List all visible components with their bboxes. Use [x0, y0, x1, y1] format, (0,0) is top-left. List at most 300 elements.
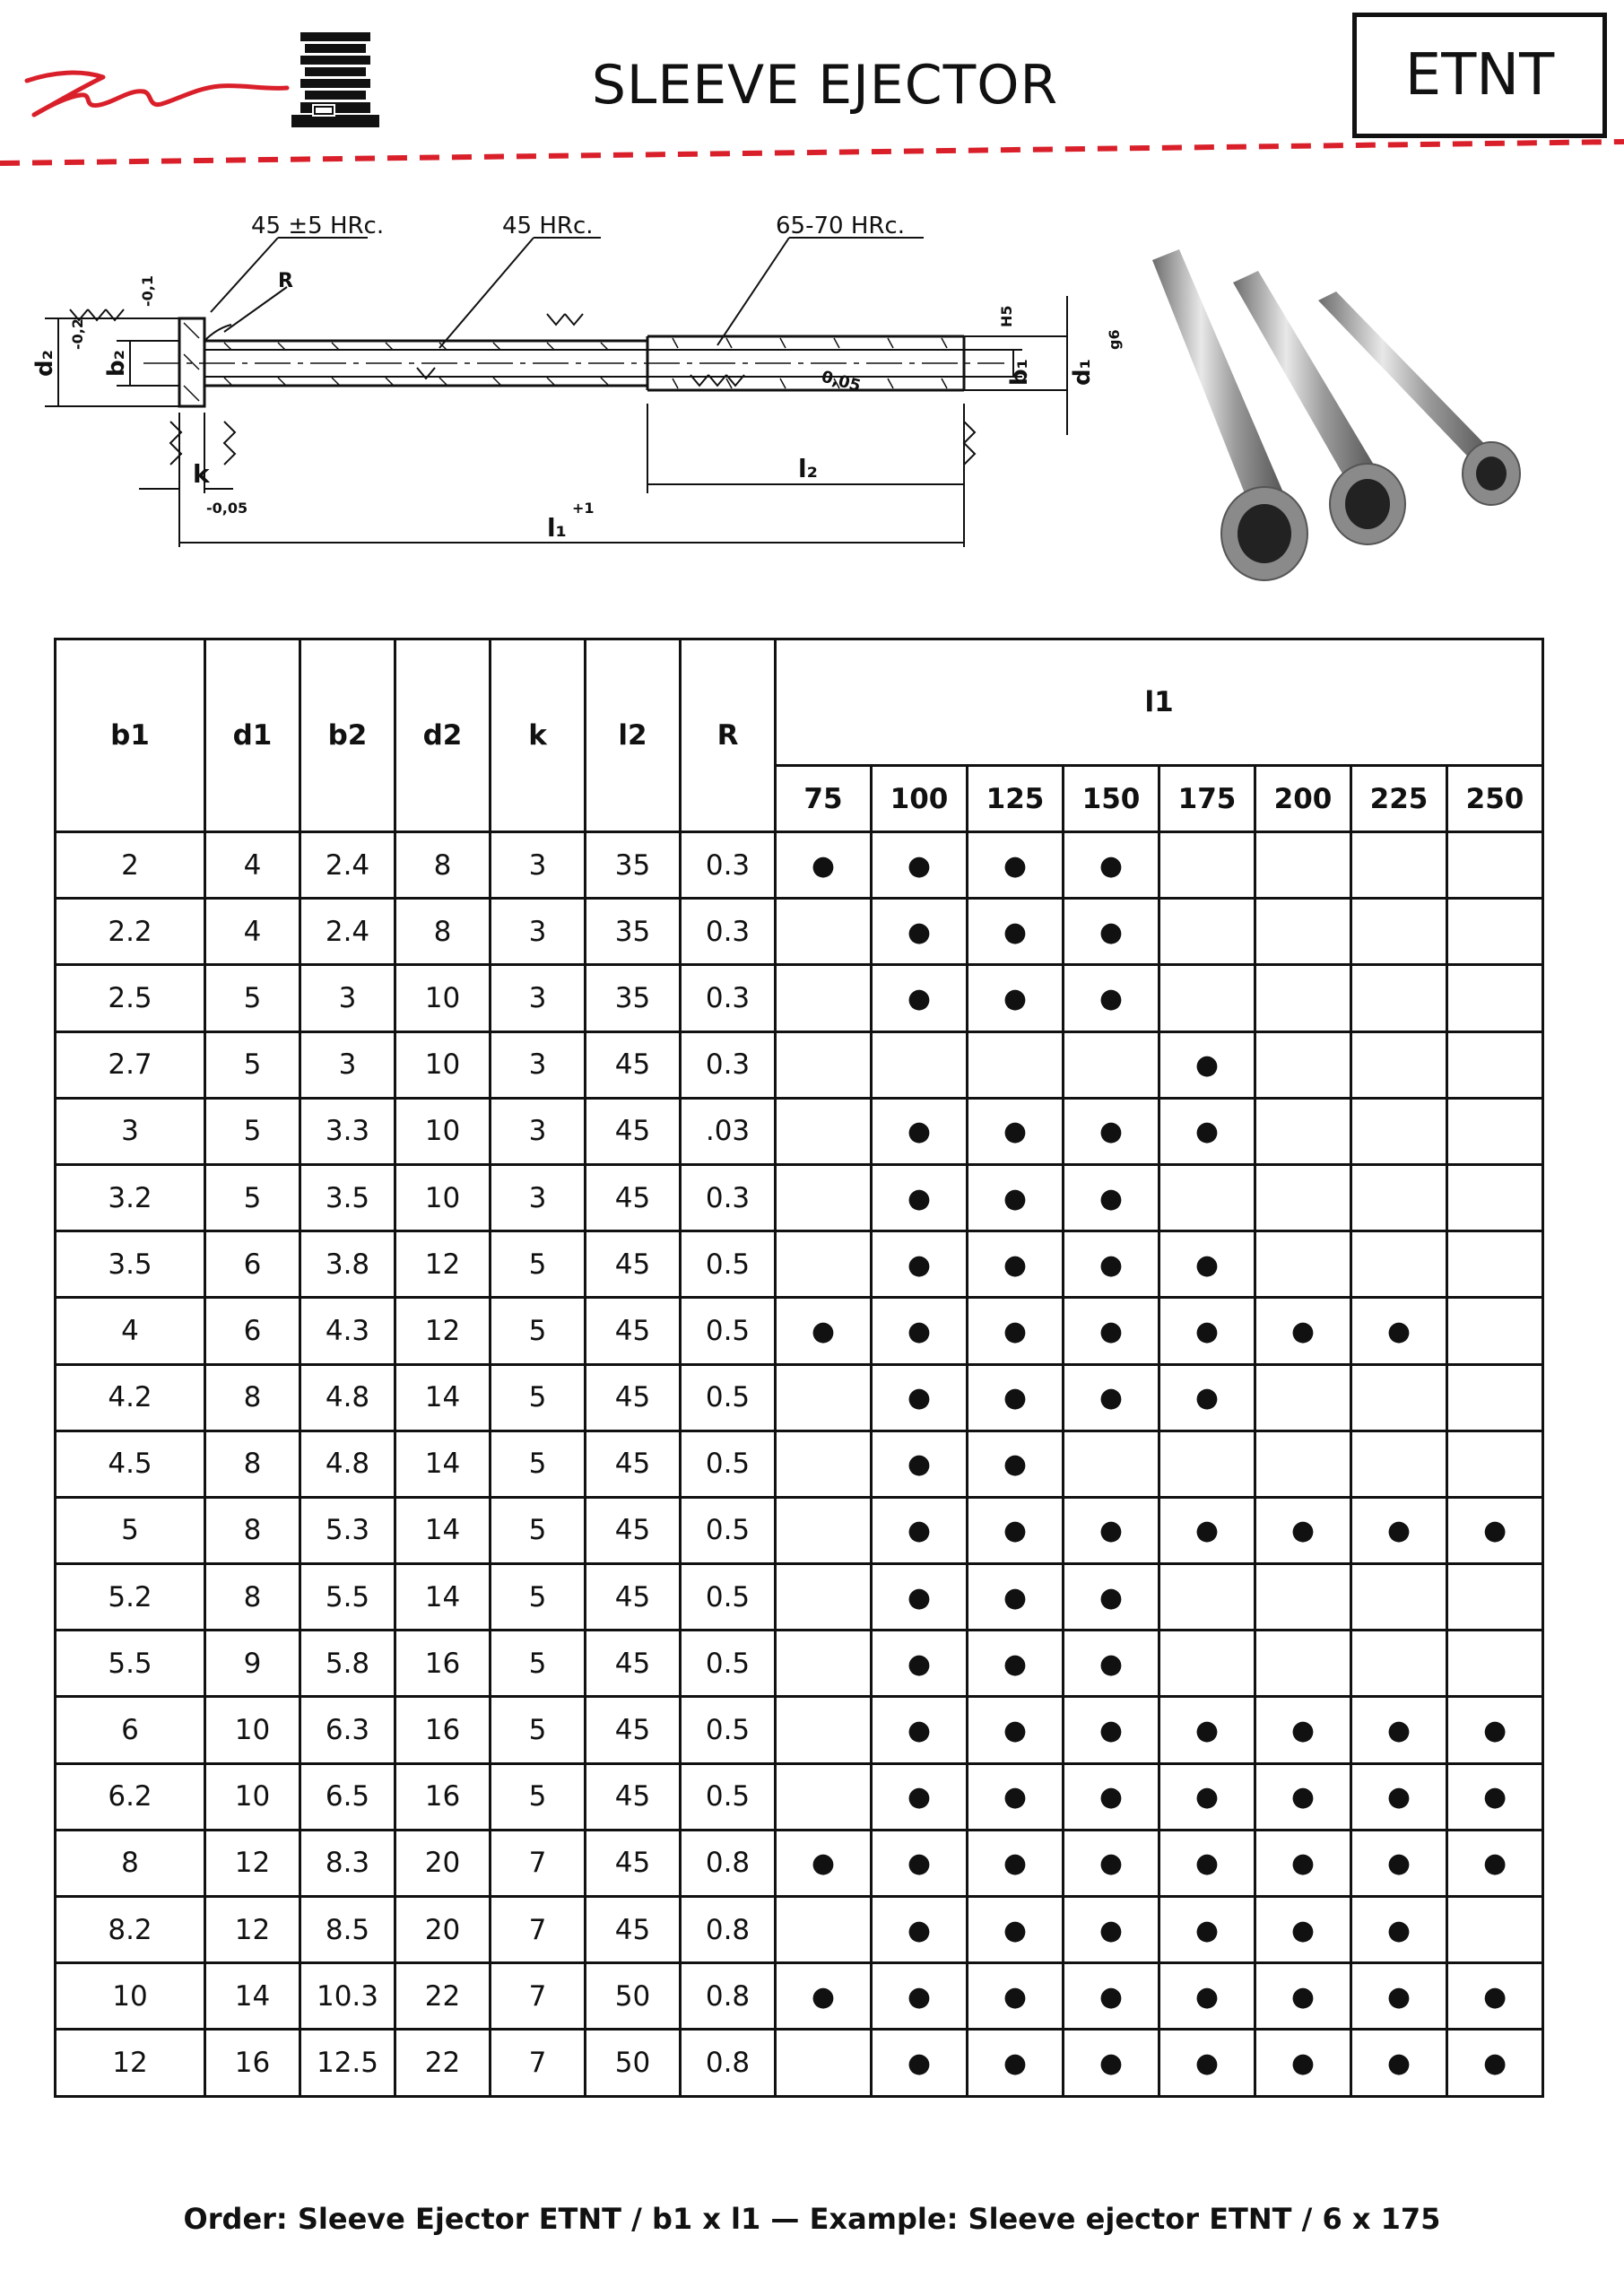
- col-header-l1: l1: [776, 639, 1543, 766]
- table-cell-b1: 6.2: [56, 1763, 205, 1830]
- availability-dot: ●: [1194, 1848, 1220, 1880]
- table-cell-r: 0.3: [681, 1164, 776, 1231]
- table-cell-b2: 12.5: [300, 2030, 395, 2096]
- availability-dot: ●: [907, 1914, 932, 1946]
- availability-dot: ●: [1194, 2047, 1220, 2079]
- availability-cell: [1447, 832, 1543, 899]
- availability-dot: ●: [907, 1182, 932, 1214]
- col-header-l1-value: 75: [776, 766, 872, 832]
- mould-icon: [291, 32, 379, 127]
- col-header-d1: d1: [205, 639, 300, 832]
- availability-dot: ●: [1003, 1116, 1028, 1148]
- availability-cell: [1255, 899, 1351, 965]
- table-cell-b1: 6: [56, 1697, 205, 1763]
- availability-cell: [1447, 1830, 1543, 1896]
- availability-cell: [776, 1364, 872, 1431]
- availability-cell: [1447, 1031, 1543, 1098]
- availability-cell: [872, 1164, 968, 1231]
- availability-dot: ●: [1003, 1315, 1028, 1347]
- table-row: [56, 965, 1543, 1031]
- table-cell-r: 0.5: [681, 1564, 776, 1631]
- availability-dot: ●: [1194, 1315, 1220, 1347]
- availability-dot: ●: [1386, 1715, 1411, 1747]
- d2-tolerance: -0,2: [69, 318, 86, 350]
- availability-dot: ●: [907, 1648, 932, 1680]
- availability-cell: [1351, 1364, 1447, 1431]
- table-cell-d1: 5: [205, 1031, 300, 1098]
- table-cell-k: 3: [491, 1098, 586, 1164]
- table-cell-d1: 6: [205, 1298, 300, 1364]
- availability-cell: [1255, 1631, 1351, 1697]
- table-cell-b1: 4.5: [56, 1431, 205, 1497]
- availability-dot: ●: [1194, 1914, 1220, 1946]
- table-cell-d1: 12: [205, 1830, 300, 1896]
- table-cell-d2: 14: [395, 1431, 491, 1497]
- availability-cell: [872, 1763, 968, 1830]
- table-row: [56, 1830, 1543, 1896]
- availability-cell: [1159, 1763, 1255, 1830]
- table-cell-r: 0.5: [681, 1298, 776, 1364]
- table-cell-d1: 8: [205, 1564, 300, 1631]
- table-cell-l2: 45: [586, 1631, 681, 1697]
- availability-dot: ●: [907, 1448, 932, 1481]
- availability-cell: [776, 1631, 872, 1697]
- availability-dot: ●: [907, 916, 932, 948]
- availability-cell: [1159, 1697, 1255, 1763]
- availability-cell: [872, 1963, 968, 2030]
- availability-dot: ●: [811, 1315, 836, 1347]
- availability-cell: [1159, 899, 1255, 965]
- table-cell-d1: 6: [205, 1231, 300, 1298]
- availability-dot: ●: [1003, 1848, 1028, 1880]
- availability-cell: [1447, 1497, 1543, 1563]
- table-cell-d1: 10: [205, 1763, 300, 1830]
- availability-cell: [968, 1497, 1064, 1563]
- table-cell-b2: 3: [300, 1031, 395, 1098]
- availability-dot: ●: [1290, 1781, 1316, 1813]
- availability-cell: [1447, 1697, 1543, 1763]
- availability-cell: [1447, 965, 1543, 1031]
- availability-dot: ●: [811, 849, 836, 882]
- col-header-l1-value: 150: [1064, 766, 1159, 832]
- availability-cell: [968, 832, 1064, 899]
- table-cell-d1: 8: [205, 1364, 300, 1431]
- table-cell-b2: 3: [300, 965, 395, 1031]
- availability-dot: ●: [1290, 1515, 1316, 1547]
- availability-cell: [872, 1697, 968, 1763]
- availability-cell: [968, 1763, 1064, 1830]
- availability-dot: ●: [1290, 1715, 1316, 1747]
- table-cell-d1: 8: [205, 1431, 300, 1497]
- availability-cell: [1159, 832, 1255, 899]
- availability-dot: ●: [907, 982, 932, 1014]
- availability-cell: [1351, 1564, 1447, 1631]
- table-row: [56, 1031, 1543, 1098]
- order-note: Order: Sleeve Ejector ETNT / b1 x l1 — Example: Sleeve ejector ETNT / 6 x 175: [183, 2202, 1441, 2236]
- availability-cell: [1351, 832, 1447, 899]
- table-row: [56, 1631, 1543, 1697]
- availability-cell: [1351, 965, 1447, 1031]
- table-cell-k: 3: [491, 1031, 586, 1098]
- table-cell-b2: 5.8: [300, 1631, 395, 1697]
- availability-dot: ●: [1290, 1848, 1316, 1880]
- availability-cell: [968, 1697, 1064, 1763]
- availability-cell: [1064, 1631, 1159, 1697]
- col-header-l1-value: 100: [872, 766, 968, 832]
- table-cell-k: 3: [491, 965, 586, 1031]
- table-row: [56, 1763, 1543, 1830]
- availability-dot: ●: [907, 1315, 932, 1347]
- table-cell-b1: 2.2: [56, 899, 205, 965]
- availability-cell: [968, 1897, 1064, 1963]
- availability-cell: [1255, 1497, 1351, 1563]
- availability-dot: ●: [1099, 1248, 1124, 1281]
- availability-cell: [1255, 965, 1351, 1031]
- table-cell-l2: 50: [586, 1963, 681, 2030]
- availability-cell: [872, 1231, 968, 1298]
- table-cell-b2: 5.5: [300, 1564, 395, 1631]
- table-cell-d2: 16: [395, 1763, 491, 1830]
- availability-cell: [1447, 1763, 1543, 1830]
- table-cell-l2: 45: [586, 1564, 681, 1631]
- table-cell-l2: 45: [586, 1697, 681, 1763]
- table-cell-d2: 20: [395, 1830, 491, 1896]
- table-cell-l2: 45: [586, 1364, 681, 1431]
- availability-dot: ●: [907, 1848, 932, 1880]
- table-cell-k: 5: [491, 1231, 586, 1298]
- table-cell-b2: 4.8: [300, 1431, 395, 1497]
- availability-cell: [1255, 1963, 1351, 2030]
- table-cell-d1: 12: [205, 1897, 300, 1963]
- availability-dot: ●: [1482, 1781, 1507, 1813]
- availability-dot: ●: [1099, 1980, 1124, 2013]
- availability-cell: [1351, 1298, 1447, 1364]
- availability-cell: [1255, 1431, 1351, 1497]
- availability-cell: [1255, 1830, 1351, 1896]
- col-header-d2: d2: [395, 639, 491, 832]
- availability-dot: ●: [1386, 1980, 1411, 2013]
- availability-cell: [968, 1098, 1064, 1164]
- availability-cell: [1159, 1098, 1255, 1164]
- k-label: k: [193, 459, 210, 489]
- availability-cell: [1255, 1897, 1351, 1963]
- availability-dot: ●: [1194, 1049, 1220, 1082]
- table-cell-b2: 6.3: [300, 1697, 395, 1763]
- availability-dot: ●: [1194, 1980, 1220, 2013]
- availability-cell: [1064, 899, 1159, 965]
- availability-cell: [872, 899, 968, 965]
- table-cell-d2: 10: [395, 1031, 491, 1098]
- table-row: [56, 1364, 1543, 1431]
- availability-cell: [1159, 1298, 1255, 1364]
- col-header-b1: b1: [56, 639, 205, 832]
- table-cell-k: 5: [491, 1564, 586, 1631]
- col-header-l1-value: 175: [1159, 766, 1255, 832]
- table-cell-b1: 3.5: [56, 1231, 205, 1298]
- availability-cell: [968, 1431, 1064, 1497]
- availability-cell: [1064, 832, 1159, 899]
- table-cell-d2: 8: [395, 832, 491, 899]
- table-cell-r: .03: [681, 1098, 776, 1164]
- col-header-r: R: [681, 639, 776, 832]
- table-cell-k: 3: [491, 899, 586, 965]
- availability-cell: [968, 1298, 1064, 1364]
- table-cell-b2: 3.3: [300, 1098, 395, 1164]
- availability-cell: [1159, 965, 1255, 1031]
- table-cell-k: 5: [491, 1497, 586, 1563]
- table-row: [56, 1298, 1543, 1364]
- availability-cell: [1351, 1231, 1447, 1298]
- table-cell-d1: 10: [205, 1697, 300, 1763]
- page-title: SLEEVE EJECTOR: [591, 54, 1059, 117]
- table-row: [56, 1697, 1543, 1763]
- availability-cell: [776, 1897, 872, 1963]
- availability-cell: [1447, 1963, 1543, 2030]
- availability-dot: ●: [1099, 2047, 1124, 2079]
- availability-dot: ●: [907, 1581, 932, 1613]
- availability-cell: [1064, 1164, 1159, 1231]
- table-cell-l2: 45: [586, 1497, 681, 1563]
- availability-cell: [1351, 1031, 1447, 1098]
- availability-cell: [1447, 1631, 1543, 1697]
- availability-dot: ●: [1099, 1182, 1124, 1214]
- availability-dot: ●: [1003, 1914, 1028, 1946]
- availability-dot: ●: [1386, 1914, 1411, 1946]
- table-cell-d2: 16: [395, 1631, 491, 1697]
- table-cell-b2: 4.3: [300, 1298, 395, 1364]
- availability-dot: ●: [1290, 2047, 1316, 2079]
- availability-dot: ●: [1194, 1715, 1220, 1747]
- d2-label: d₂: [31, 350, 58, 377]
- availability-dot: ●: [1099, 849, 1124, 882]
- availability-dot: ●: [1099, 1715, 1124, 1747]
- taper-value: 0,05: [819, 367, 864, 396]
- d1-tolerance: g6: [1106, 329, 1123, 350]
- table-cell-d1: 14: [205, 1963, 300, 2030]
- availability-cell: [776, 1763, 872, 1830]
- b1-label: b₁: [1006, 359, 1033, 386]
- availability-cell: [1159, 1431, 1255, 1497]
- availability-cell: [1447, 2030, 1543, 2096]
- table-cell-r: 0.5: [681, 1497, 776, 1563]
- availability-dot: ●: [1386, 1315, 1411, 1347]
- availability-cell: [1064, 1564, 1159, 1631]
- availability-cell: [1351, 1431, 1447, 1497]
- availability-dot: ●: [1290, 1914, 1316, 1946]
- table-cell-d1: 5: [205, 965, 300, 1031]
- technical-drawing: [9, 197, 1130, 574]
- availability-cell: [776, 2030, 872, 2096]
- availability-cell: [776, 1830, 872, 1896]
- table-cell-r: 0.5: [681, 1631, 776, 1697]
- availability-dot: ●: [1003, 1581, 1028, 1613]
- table-row: [56, 1897, 1543, 1963]
- availability-cell: [776, 1164, 872, 1231]
- availability-dot: ●: [907, 1515, 932, 1547]
- availability-dot: ●: [1099, 916, 1124, 948]
- col-header-l1-value: 125: [968, 766, 1064, 832]
- table-cell-b2: 2.4: [300, 832, 395, 899]
- table-row: [56, 1963, 1543, 2030]
- availability-dot: ●: [907, 1715, 932, 1747]
- availability-cell: [1255, 832, 1351, 899]
- availability-dot: ●: [1099, 1781, 1124, 1813]
- availability-cell: [1159, 1231, 1255, 1298]
- availability-dot: ●: [1194, 1781, 1220, 1813]
- table-row: [56, 832, 1543, 899]
- availability-cell: [1447, 1897, 1543, 1963]
- table-row: [56, 2030, 1543, 2096]
- availability-dot: ●: [1003, 1448, 1028, 1481]
- table-cell-r: 0.3: [681, 965, 776, 1031]
- table-cell-d2: 22: [395, 1963, 491, 2030]
- availability-dot: ●: [1099, 1382, 1124, 1414]
- table-cell-d2: 10: [395, 965, 491, 1031]
- table-cell-d1: 5: [205, 1098, 300, 1164]
- table-cell-l2: 45: [586, 1298, 681, 1364]
- availability-cell: [872, 1431, 968, 1497]
- availability-dot: ●: [907, 849, 932, 882]
- table-cell-k: 5: [491, 1697, 586, 1763]
- availability-cell: [968, 2030, 1064, 2096]
- availability-dot: ●: [1386, 1515, 1411, 1547]
- table-cell-b2: 2.4: [300, 899, 395, 965]
- table-cell-r: 0.5: [681, 1231, 776, 1298]
- availability-dot: ●: [907, 1980, 932, 2013]
- table-cell-l2: 50: [586, 2030, 681, 2096]
- availability-dot: ●: [1003, 1515, 1028, 1547]
- availability-cell: [1447, 1098, 1543, 1164]
- availability-cell: [1255, 1298, 1351, 1364]
- availability-cell: [776, 832, 872, 899]
- availability-cell: [1159, 1564, 1255, 1631]
- availability-dot: ●: [1482, 1848, 1507, 1880]
- availability-dot: ●: [1099, 1581, 1124, 1613]
- availability-dot: ●: [1003, 916, 1028, 948]
- availability-cell: [1159, 1364, 1255, 1431]
- product-photo: [1125, 242, 1610, 583]
- availability-cell: [1255, 1763, 1351, 1830]
- hardness-tip-label: 65-70 HRc.: [776, 213, 905, 239]
- table-row: [56, 1231, 1543, 1298]
- availability-cell: [968, 1631, 1064, 1697]
- availability-cell: [776, 1497, 872, 1563]
- availability-cell: [1447, 1364, 1543, 1431]
- availability-cell: [1255, 1697, 1351, 1763]
- table-cell-l2: 45: [586, 1164, 681, 1231]
- availability-cell: [1351, 2030, 1447, 2096]
- table-cell-b1: 8: [56, 1830, 205, 1896]
- table-cell-d2: 22: [395, 2030, 491, 2096]
- availability-dot: ●: [1386, 2047, 1411, 2079]
- availability-cell: [872, 1364, 968, 1431]
- availability-cell: [1064, 1031, 1159, 1098]
- availability-dot: ●: [1099, 1848, 1124, 1880]
- availability-cell: [776, 1963, 872, 2030]
- table-cell-d2: 14: [395, 1364, 491, 1431]
- availability-dot: ●: [1482, 1715, 1507, 1747]
- availability-dot: ●: [811, 1848, 836, 1880]
- availability-cell: [1064, 1963, 1159, 2030]
- availability-dot: ●: [811, 1980, 836, 2013]
- table-cell-k: 5: [491, 1364, 586, 1431]
- availability-dot: ●: [1099, 982, 1124, 1014]
- availability-cell: [872, 1098, 968, 1164]
- availability-cell: [1159, 2030, 1255, 2096]
- availability-cell: [1447, 1298, 1543, 1364]
- availability-cell: [968, 1364, 1064, 1431]
- availability-cell: [1159, 1963, 1255, 2030]
- availability-cell: [1159, 1897, 1255, 1963]
- availability-dot: ●: [1003, 1715, 1028, 1747]
- l1-label: l₁: [547, 513, 567, 543]
- table-cell-b1: 12: [56, 2030, 205, 2096]
- availability-dot: ●: [907, 1781, 932, 1813]
- table-cell-b2: 10.3: [300, 1963, 395, 2030]
- table-cell-r: 0.5: [681, 1431, 776, 1497]
- availability-cell: [776, 1298, 872, 1364]
- availability-dot: ●: [1099, 1116, 1124, 1148]
- availability-cell: [1255, 2030, 1351, 2096]
- table-cell-k: 7: [491, 1830, 586, 1896]
- table-row: [56, 1431, 1543, 1497]
- availability-dot: ●: [1194, 1116, 1220, 1148]
- availability-cell: [776, 1564, 872, 1631]
- availability-cell: [776, 1231, 872, 1298]
- table-cell-b1: 3.2: [56, 1164, 205, 1231]
- table-cell-r: 0.5: [681, 1763, 776, 1830]
- availability-cell: [1064, 1098, 1159, 1164]
- availability-dot: ●: [1099, 1515, 1124, 1547]
- availability-cell: [872, 1830, 968, 1896]
- header-divider: [0, 135, 1624, 170]
- table-cell-k: 3: [491, 832, 586, 899]
- table-cell-r: 0.8: [681, 2030, 776, 2096]
- availability-dot: ●: [1290, 1980, 1316, 2013]
- availability-cell: [776, 1431, 872, 1497]
- table-cell-l2: 45: [586, 1231, 681, 1298]
- availability-cell: [1351, 1631, 1447, 1697]
- availability-dot: ●: [1194, 1515, 1220, 1547]
- table-cell-d1: 16: [205, 2030, 300, 2096]
- availability-dot: ●: [1386, 1781, 1411, 1813]
- table-row: [56, 899, 1543, 965]
- table-cell-b1: 8.2: [56, 1897, 205, 1963]
- head-tolerance: -0,1: [139, 275, 156, 307]
- table-cell-d2: 14: [395, 1497, 491, 1563]
- availability-cell: [1351, 1763, 1447, 1830]
- table-cell-b1: 3: [56, 1098, 205, 1164]
- availability-cell: [1255, 1364, 1351, 1431]
- table-cell-b2: 8.5: [300, 1897, 395, 1963]
- availability-cell: [776, 899, 872, 965]
- availability-cell: [968, 1231, 1064, 1298]
- table-cell-b1: 10: [56, 1963, 205, 2030]
- availability-cell: [1351, 899, 1447, 965]
- availability-cell: [872, 1497, 968, 1563]
- table-cell-b2: 3.8: [300, 1231, 395, 1298]
- availability-dot: ●: [1194, 1248, 1220, 1281]
- availability-dot: ●: [1194, 1382, 1220, 1414]
- availability-dot: ●: [1003, 982, 1028, 1014]
- table-cell-b2: 3.5: [300, 1164, 395, 1231]
- ejector-pin-1: [1152, 249, 1307, 580]
- availability-cell: [872, 1564, 968, 1631]
- table-cell-l2: 35: [586, 965, 681, 1031]
- availability-cell: [1064, 1231, 1159, 1298]
- availability-cell: [1064, 1763, 1159, 1830]
- availability-dot: ●: [1099, 1914, 1124, 1946]
